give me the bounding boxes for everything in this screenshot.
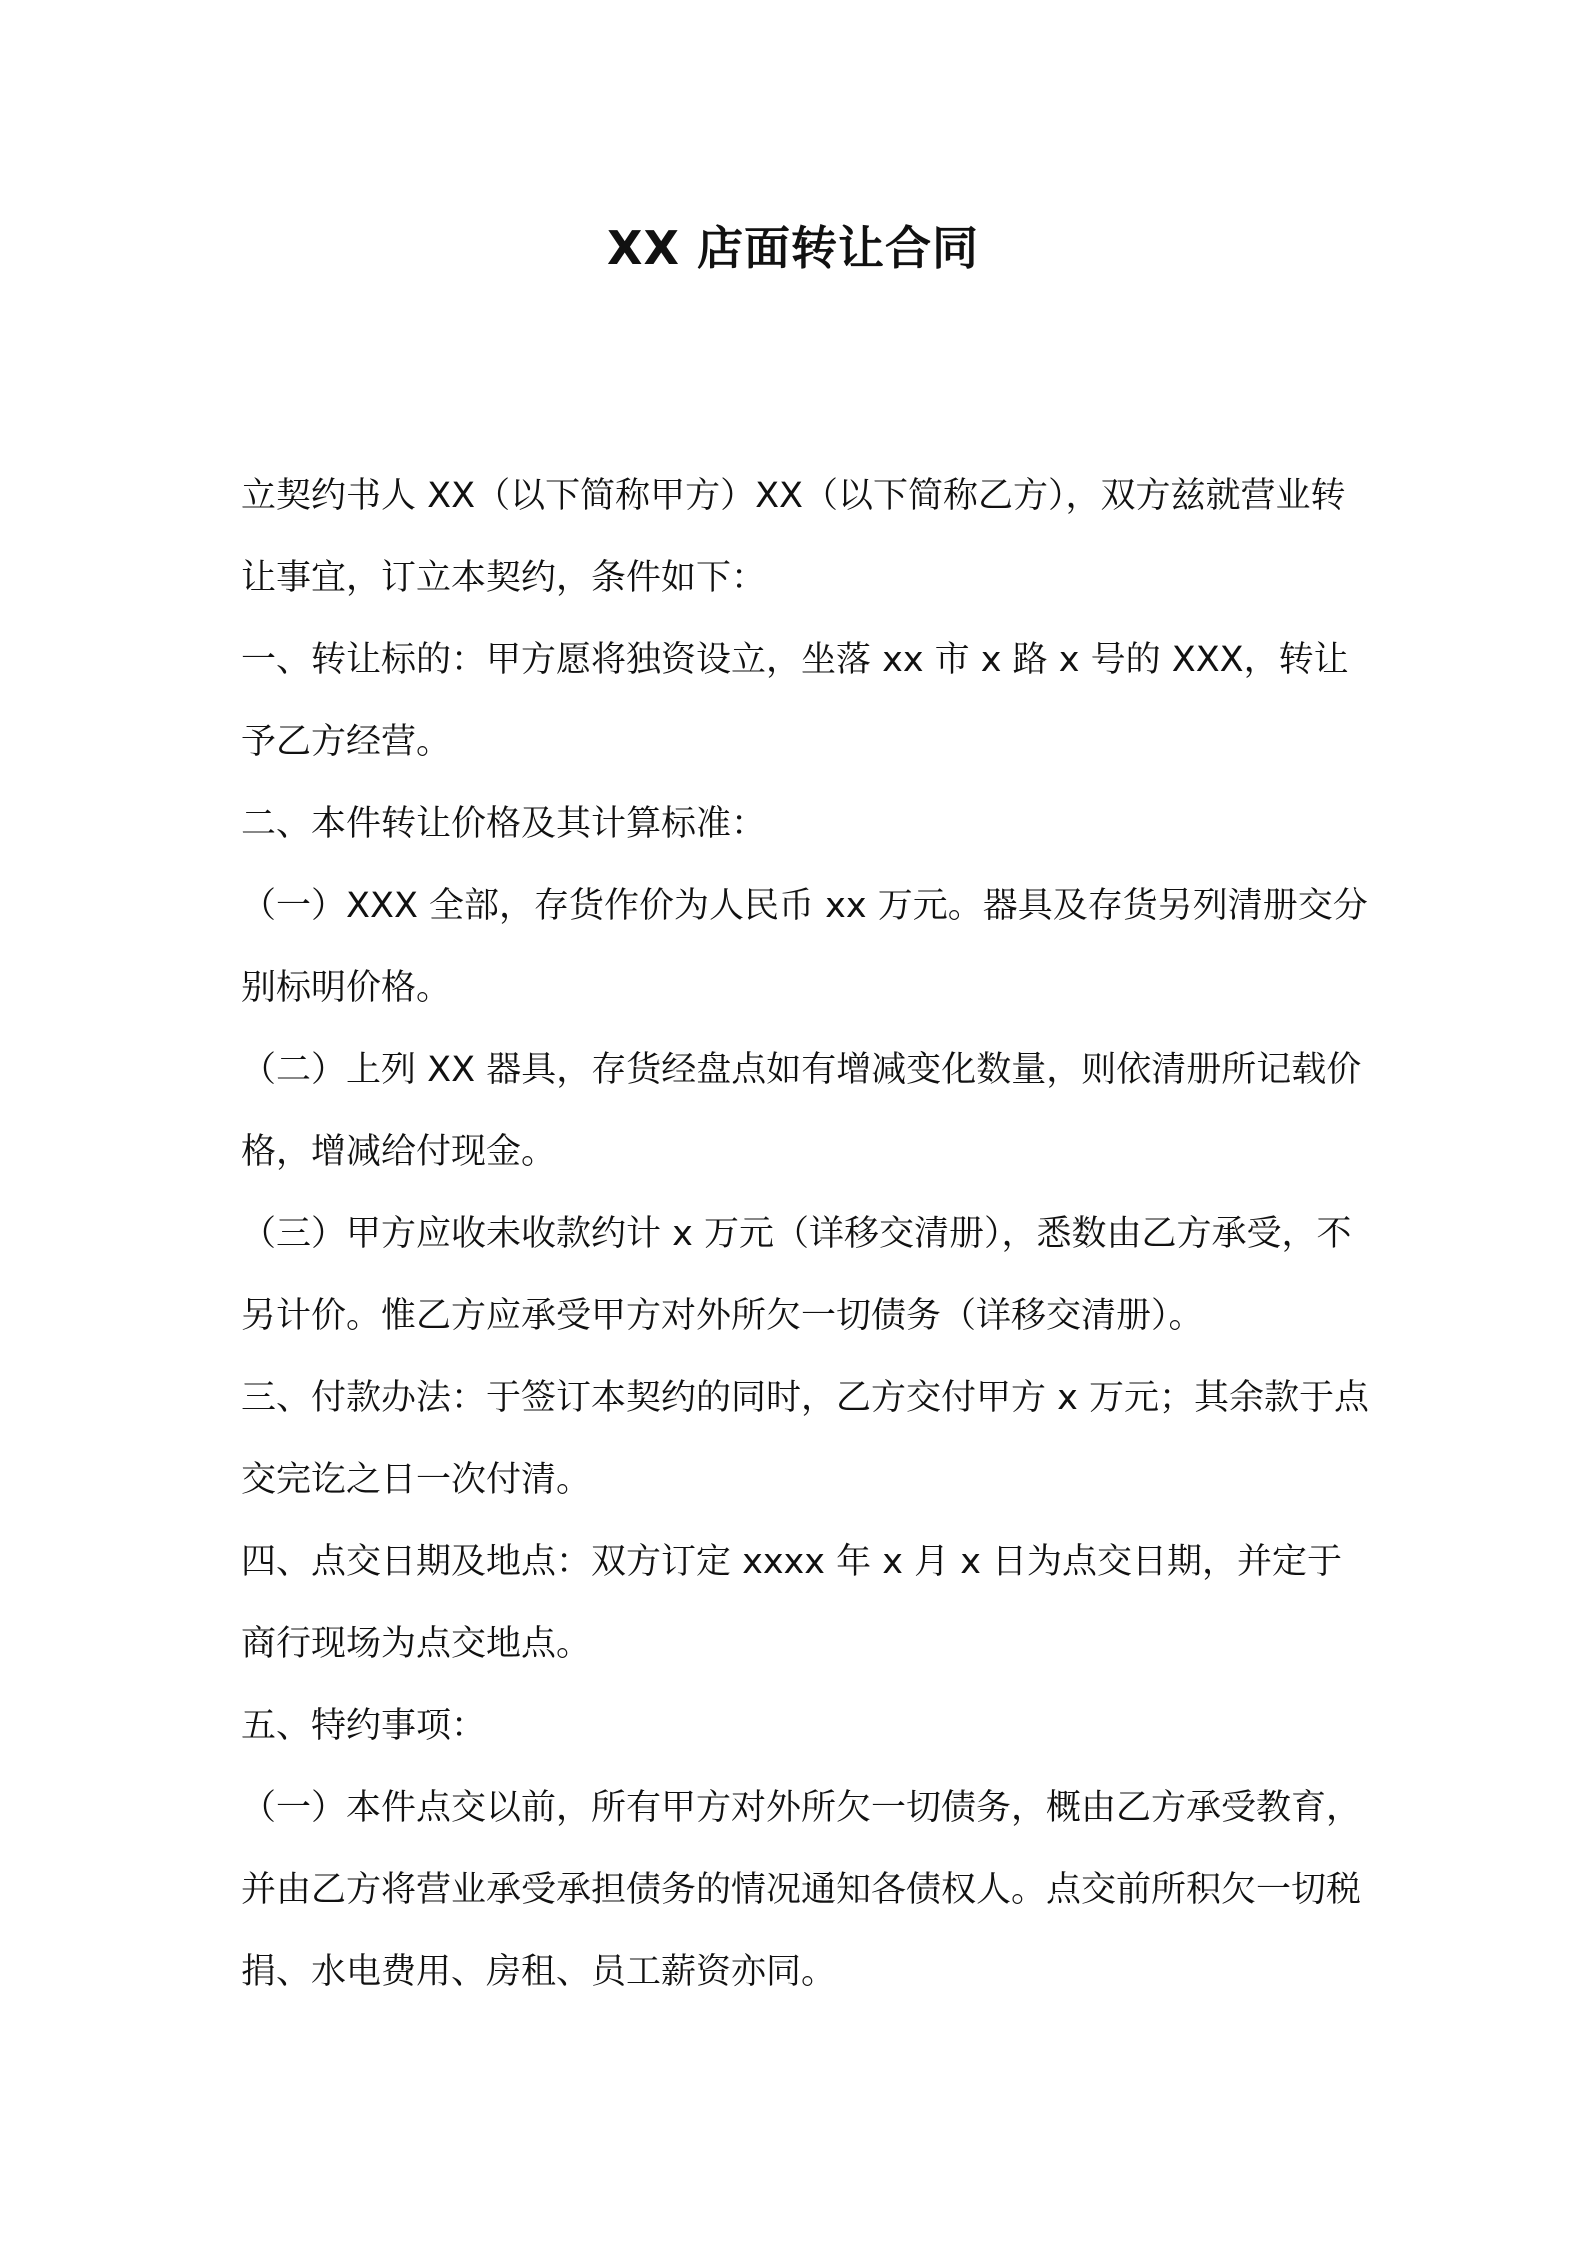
paragraph-clause-5: 五、特约事项：	[241, 1706, 487, 1746]
paragraph-clause-2-2: （二）上列 XX 器具，存货经盘点如有增减变化数量，则依清册所记载价格，增减给付现金。	[241, 1050, 1362, 1172]
paragraph-parties: 立契约书人 XX（以下简称甲方）XX（以下简称乙方），双方兹就营业转让事宜，订立本契约，条件如下：	[241, 476, 1346, 598]
paragraph-clause-5-1: （一）本件点交以前，所有甲方对外所欠一切债务，概由乙方承受教育，并由乙方将营业承受承担债务的情况通知各债权人。点交前所积欠一切税捐、水电费用、房租、员工薪资亦同。	[241, 1788, 1362, 1992]
document-body	[241, 455, 1371, 2013]
paragraph-clause-4: 四、点交日期及地点：双方订定 xxxx 年 x 月 x 日为点交日期，并定于商行现场为点交地点。	[241, 1542, 1343, 1664]
paragraph-clause-3: 三、付款办法：于签订本契约的同时，乙方交付甲方 x 万元；其余款于点交完讫之日一次付清。	[241, 1378, 1369, 1500]
paragraph-clause-2-3: （三）甲方应收未收款约计 x 万元（详移交清册），悉数由乙方承受，不另计价。惟乙方应承受甲方对外所欠一切债务（详移交清册）。	[241, 1214, 1352, 1336]
paragraph-clause-1: 一、转让标的：甲方愿将独资设立，坐落 xx 市 x 路 x 号的 XXX，转让予乙方经营。	[241, 640, 1349, 762]
paragraph-clause-2: 二、本件转让价格及其计算标准：	[241, 804, 767, 844]
document-title: XX 店面转让合同	[607, 221, 979, 275]
paragraph-clause-2-1: （一）XXX 全部，存货作价为人民币 xx 万元。器具及存货另列清册交分别标明价格。	[241, 886, 1368, 1008]
